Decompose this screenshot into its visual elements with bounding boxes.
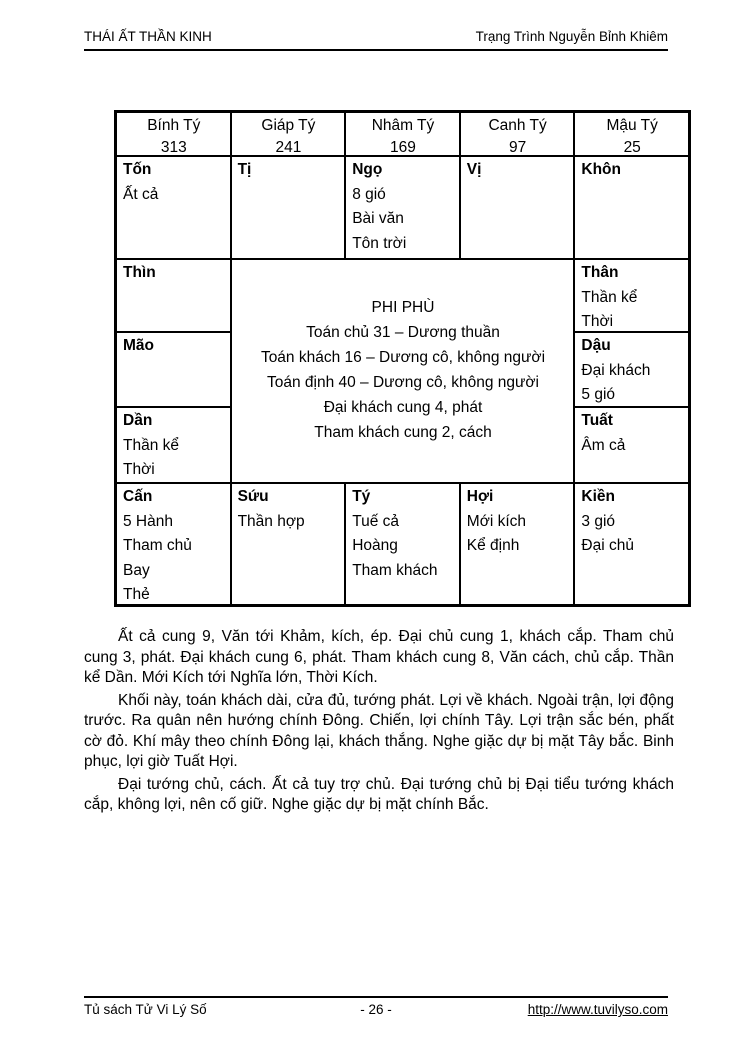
palace-cell-ton xyxy=(116,156,231,259)
palace-title: Cấn xyxy=(123,488,153,505)
palace-title: Ngọ xyxy=(352,161,383,178)
palace-title: Kiền xyxy=(581,488,615,505)
body-paragraph-1: Ất cả cung 9, Văn tới Khảm, kích, ép. Đại chủ cung 1, khách cắp. Tham chủ cung 3, phát. Đại khách cung 6, phát. Tham khách cung 8, Văn cách, chủ cắp. Thần kể Dần. Mới Kích tới Nghĩa lớn, Thời Kích. xyxy=(84,628,674,686)
palace-line: Âm cả xyxy=(581,436,626,454)
year-number: 25 xyxy=(623,138,641,156)
header-author: Trạng Trình Nguyễn Bỉnh Khiêm xyxy=(475,29,668,44)
palace-line: Bay xyxy=(123,561,150,579)
palace-cell-khon xyxy=(574,156,689,259)
palace-line: Thần kể xyxy=(123,436,180,454)
year-number: 241 xyxy=(275,138,302,156)
palace-cell-hoi xyxy=(460,483,575,605)
footer-url-link[interactable]: http://www.tuvilyso.com xyxy=(527,1002,669,1017)
center-line: Toán định 40 – Dương cô, không người xyxy=(266,373,539,391)
year-name: Bính Tý xyxy=(147,117,201,134)
palace-title: Dần xyxy=(123,412,153,429)
year-name: Nhâm Tý xyxy=(371,117,435,134)
palace-cell-suu xyxy=(231,483,346,605)
palace-cell-ty xyxy=(345,483,460,605)
palace-line: Thời xyxy=(581,313,614,330)
thai-at-chart-table xyxy=(114,110,691,607)
palace-line: Tôn trời xyxy=(352,234,407,252)
palace-line: Kể định xyxy=(466,537,520,554)
year-cell-canh-ty xyxy=(460,112,575,156)
palace-line: 5 Hành xyxy=(123,512,173,530)
palace-line: Tham chủ xyxy=(123,537,192,554)
year-cell-nham-ty xyxy=(345,112,460,156)
year-number: 169 xyxy=(390,138,416,156)
palace-cell-ngo xyxy=(345,156,460,259)
palace-title: Khôn xyxy=(581,161,621,178)
palace-cell-tuat xyxy=(574,407,689,483)
palace-line: Thẻ xyxy=(123,586,150,603)
palace-title: Sứu xyxy=(237,488,269,505)
center-line: Toán chủ 31 – Dương thuần xyxy=(306,323,500,341)
palace-cell-dau xyxy=(574,332,689,407)
palace-line: Tham khách xyxy=(352,561,438,579)
palace-line: Mới kích xyxy=(466,512,527,530)
footer-rule xyxy=(84,996,668,998)
palace-line: Ất cả xyxy=(123,185,159,203)
palace-line: Thời xyxy=(123,461,155,478)
palace-line: Tuế cả xyxy=(352,512,399,530)
palace-line: 3 gió xyxy=(581,512,616,530)
palace-cell-than xyxy=(574,259,689,332)
body-text xyxy=(84,627,674,818)
body-paragraph-3: Đại tướng chủ, cách. Ất cả tuy trợ chủ. Đại tướng chủ bị Đại tiểu tướng khách cắp, không lợi, nên cố giữ. Nghe giặc dự bị mặt chính Bắc. xyxy=(84,775,674,813)
palace-title: Thân xyxy=(581,264,619,281)
palace-line: Bài văn xyxy=(352,210,404,227)
center-title: PHI PHÙ xyxy=(371,298,435,316)
year-number: 313 xyxy=(160,138,187,156)
center-line: Tham khách cung 2, cách xyxy=(314,423,492,441)
palace-cell-kien xyxy=(574,483,689,605)
palace-line: Thần hợp xyxy=(237,512,305,530)
palace-cell-can xyxy=(116,483,231,605)
year-name: Canh Tý xyxy=(488,117,547,134)
palace-line: 5 gió xyxy=(581,386,616,403)
palace-cell-ti xyxy=(231,156,346,259)
palace-cell-mao xyxy=(116,332,231,407)
palace-title: Tý xyxy=(352,488,371,505)
palace-title: Tị xyxy=(237,161,252,178)
palace-line: Đại chủ xyxy=(581,537,634,554)
palace-line: Hoàng xyxy=(352,537,398,554)
center-line: Đại khách cung 4, phát xyxy=(323,398,483,416)
palace-title: Hợi xyxy=(466,488,494,505)
center-line: Toán khách 16 – Dương cô, không người xyxy=(260,348,546,366)
palace-title: Tốn xyxy=(123,161,152,178)
year-number: 97 xyxy=(508,138,527,156)
palace-title: Thìn xyxy=(123,264,156,281)
center-summary-cell xyxy=(231,259,575,483)
palace-title: Mão xyxy=(123,337,154,354)
palace-title: Vị xyxy=(466,161,482,178)
footer-series-title: Tủ sách Tử Vi Lý Số xyxy=(84,1002,207,1017)
palace-line: 8 gió xyxy=(352,185,386,203)
palace-line: Đại khách xyxy=(581,361,651,379)
palace-title: Tuất xyxy=(581,412,613,429)
header-rule xyxy=(84,49,668,51)
year-name: Mậu Tý xyxy=(606,117,658,134)
palace-line: Thần kể xyxy=(581,288,638,306)
year-name: Giáp Tý xyxy=(261,117,316,134)
page-footer xyxy=(84,1001,668,1018)
year-cell-mau-ty xyxy=(574,112,689,156)
palace-title: Dậu xyxy=(581,337,611,354)
year-cell-binh-ty xyxy=(116,112,231,156)
header-book-title: THÁI ẤT THẦN KINH xyxy=(84,29,212,44)
palace-cell-thin xyxy=(116,259,231,332)
palace-cell-dan xyxy=(116,407,231,483)
palace-cell-vi xyxy=(460,156,575,259)
page-header xyxy=(84,28,668,45)
body-paragraph-2: Khối này, toán khách dài, cửa đủ, tướng phát. Lợi về khách. Ngoài trận, lợi động trước. Ra quân nên hướng chính Đông. Chiến, lợi chính Tây. Lợi trận sắc bén, phất cờ đỏ. Khí mây theo chính Đông lại, khách thắng. Nghe giặc dự bị mặt Tây bắc. Binh phục, lợi giờ Tuất Hợi. xyxy=(84,691,674,770)
year-cell-giap-ty xyxy=(231,112,346,156)
footer-page-number: - 26 - xyxy=(360,1002,392,1017)
